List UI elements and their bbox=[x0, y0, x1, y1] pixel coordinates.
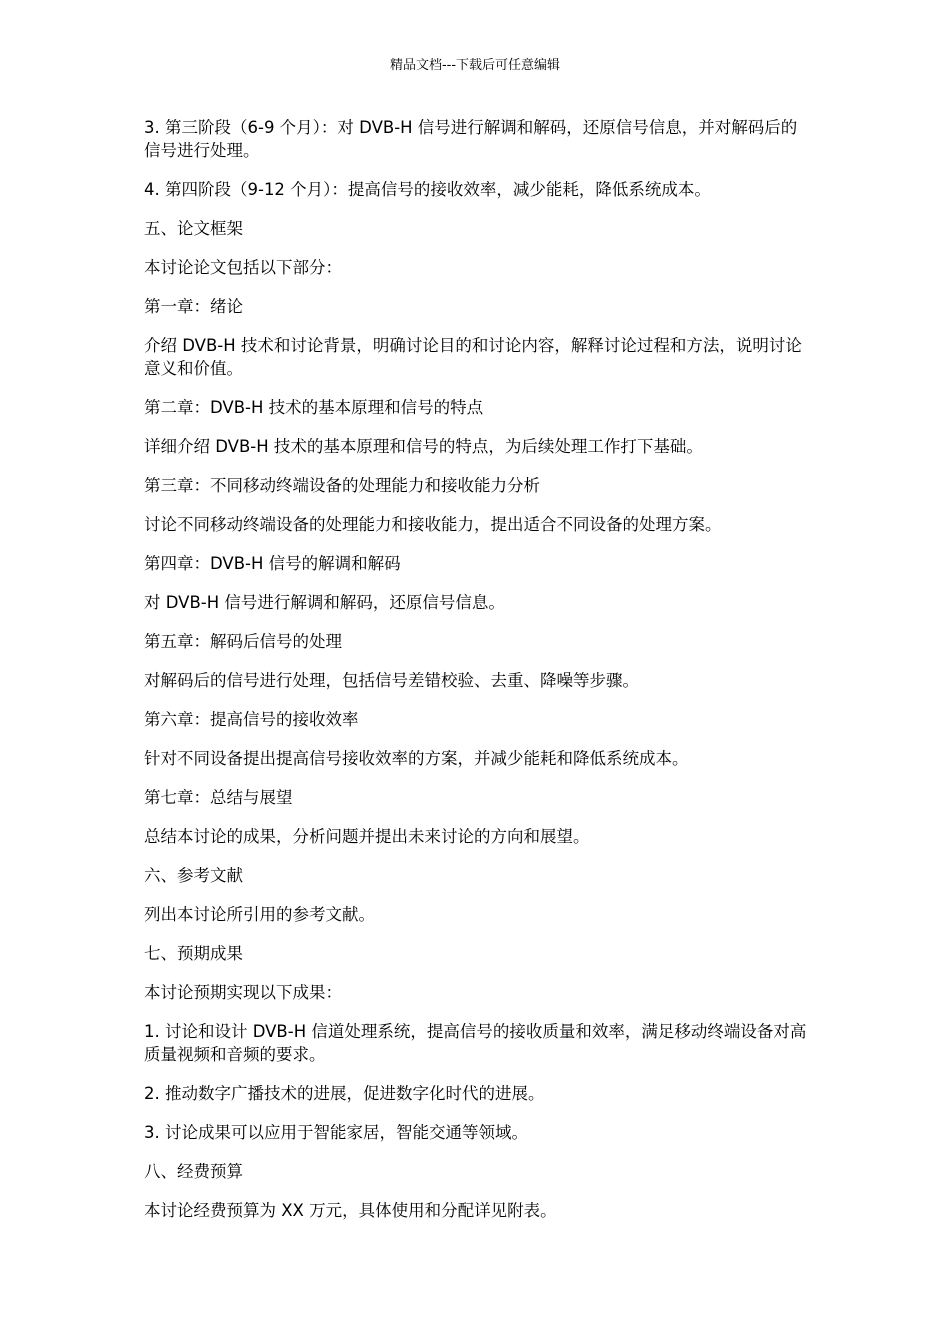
expected-result-3: 3. 讨论成果可以应用于智能家居，智能交通等领域。 bbox=[144, 1123, 528, 1142]
section-heading-budget: 八、经费预算 bbox=[144, 1162, 243, 1181]
chapter-6-title: 第六章：提高信号的接收效率 bbox=[144, 710, 359, 729]
chapter-3-description: 讨论不同移动终端设备的处理能力和接收能力，提出适合不同设备的处理方案。 bbox=[144, 515, 722, 534]
page-header: 精品文档---下载后可任意编辑 bbox=[389, 58, 561, 73]
chapter-4-description: 对 DVB-H 信号进行解调和解码，还原信号信息。 bbox=[144, 593, 505, 612]
chapter-2-description: 详细介绍 DVB-H 技术的基本原理和信号的特点，为后续处理工作打下基础。 bbox=[144, 437, 703, 456]
phase-3-item: 3. 第三阶段（6-9 个月）：对 DVB-H 信号进行解调和解码，还原信号信息，并对解码后的信号进行处理。 bbox=[144, 118, 798, 160]
phase-4-item: 4. 第四阶段（9-12 个月）：提高信号的接收效率，减少能耗，降低系统成本。 bbox=[144, 180, 711, 199]
chapter-7-description: 总结本讨论的成果，分析问题并提出未来讨论的方向和展望。 bbox=[144, 827, 590, 846]
section-heading-expected-results: 七、预期成果 bbox=[144, 944, 243, 963]
budget-description: 本讨论经费预算为 XX 万元，具体使用和分配详见附表。 bbox=[144, 1201, 557, 1220]
chapter-5-title: 第五章：解码后信号的处理 bbox=[144, 632, 342, 651]
chapter-5-description: 对解码后的信号进行处理，包括信号差错校验、去重、降噪等步骤。 bbox=[144, 671, 639, 690]
chapter-3-title: 第三章：不同移动终端设备的处理能力和接收能力分析 bbox=[144, 476, 540, 495]
references-description: 列出本讨论所引用的参考文献。 bbox=[144, 905, 375, 924]
chapter-4-title: 第四章：DVB-H 信号的解调和解码 bbox=[144, 554, 401, 573]
chapter-7-title: 第七章：总结与展望 bbox=[144, 788, 293, 807]
document-body bbox=[144, 116, 812, 1238]
section-heading-framework: 五、论文框架 bbox=[144, 219, 243, 238]
expected-result-1: 1. 讨论和设计 DVB-H 信道处理系统，提高信号的接收质量和效率，满足移动终端设备对高质量视频和音频的要求。 bbox=[144, 1022, 807, 1064]
section-heading-references: 六、参考文献 bbox=[144, 866, 243, 885]
framework-intro: 本讨论论文包括以下部分： bbox=[144, 258, 342, 277]
expected-result-2: 2. 推动数字广播技术的进展，促进数字化时代的进展。 bbox=[144, 1084, 545, 1103]
chapter-1-description: 介绍 DVB-H 技术和讨论背景，明确讨论目的和讨论内容，解释讨论过程和方法，说明讨论意义和价值。 bbox=[144, 336, 802, 378]
expected-results-intro: 本讨论预期实现以下成果： bbox=[144, 983, 342, 1002]
chapter-2-title: 第二章：DVB-H 技术的基本原理和信号的特点 bbox=[144, 398, 484, 417]
chapter-6-description: 针对不同设备提出提高信号接收效率的方案，并减少能耗和降低系统成本。 bbox=[144, 749, 689, 768]
chapter-1-title: 第一章：绪论 bbox=[144, 297, 243, 316]
